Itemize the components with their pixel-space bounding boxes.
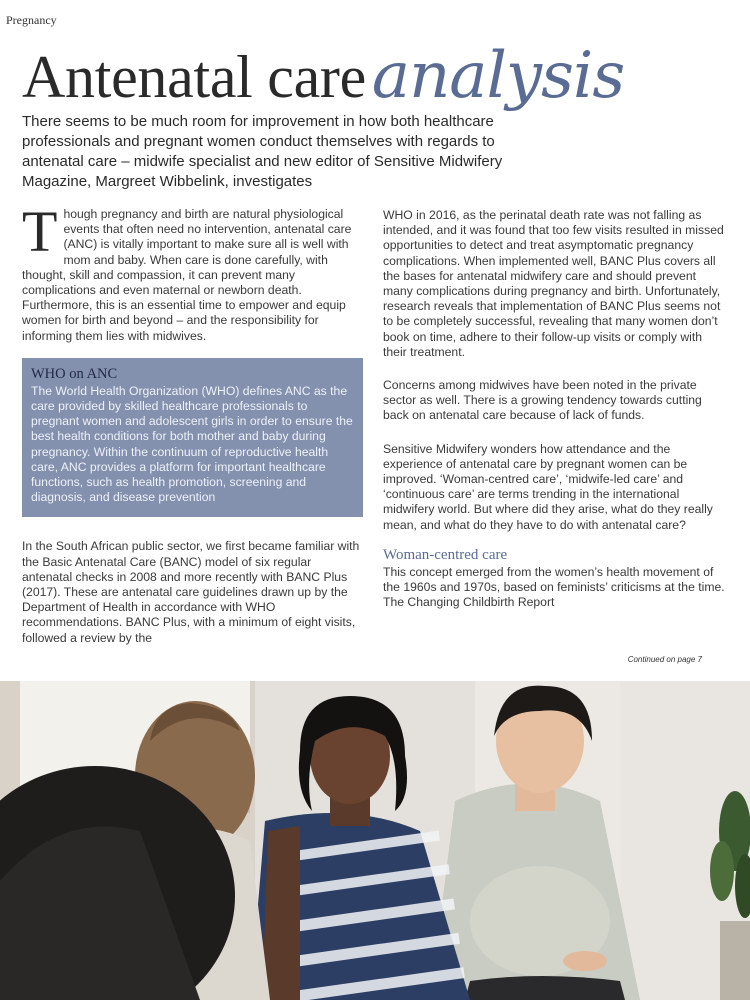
private-sector-paragraph: Concerns among midwives have been noted in the private sector as well. There is a growing tendency towards cutting back on antenatal care because of lack of funds.	[383, 378, 702, 423]
banc-paragraph: In the South African public sector, we first became familiar with the Basic Antenatal Care (BANC) model of six regular antenatal checks in 2008 and more recently with BANC Plus (2017). These are antenatal care guidelines drawn up by the Department of Health in accordance with WHO recommendations. BANC Plus, with a minimum of eight visits, followed a review by the	[22, 539, 360, 645]
banc-plus-paragraph: WHO in 2016, as the perinatal death rate was not falling as intended, and it was found that too few visits resulted in missed opportunities to detect and treat asymptomatic pregnancy complications. When implemented well, BANC Plus covers all the bases for antenatal midwifery care and should prevent many complications during pregnancy and birth. Unfortunately, research reveals that implementation of BANC Plus seems not to be completely successful, revealing that many women don’t book on time, adhere to their follow-up visits or comply with their treatment.	[383, 208, 724, 359]
intro-text: hough pregnancy and birth are natural physiological events that often need no intervention, antenatal care (ANC) is vitally important to make sure all is well with mom and baby. When care is done carefully, with thought, skill and compassion, it can prevent many complications and even maternal or newborn death. Furthermore, this is an essential time to empower and equip women for birth and beyond – and the responsibility for informing them lies with midwives.	[22, 207, 352, 343]
right-column	[383, 208, 725, 610]
section-label: Pregnancy	[6, 13, 57, 27]
drop-cap: T	[22, 199, 58, 264]
who-box-title: WHO on ANC	[31, 365, 118, 382]
woman-centred-paragraph: This concept emerged from the women’s health movement of the 1960s and 1970s, based on feminists’ criticisms at the time. The Changing Childbirth Report	[383, 564, 725, 610]
photo-illustration	[0, 681, 750, 1000]
woman-centred-question-paragraph: Sensitive Midwifery wonders how attendance and the experience of antenatal care by pregnant women can be improved. ‘Woman-centred care’, ‘midwife-led care’ and ‘continuous care’ are terms trending in the international midwifery world. But where did they arise, what do they really mean, and what do they have to do with antenatal care?	[383, 441, 713, 532]
headline	[22, 38, 624, 115]
left-column	[22, 199, 362, 646]
subhead-woman-centred-care: Woman-centred care	[383, 546, 508, 563]
standfirst: There seems to be much room for improvement in how both healthcare professionals and pregnant women conduct themselves with regards to antenatal care – midwife specialist and new editor of Sensitive Midwifery Magazine, Margreet Wibbelink, investigates	[22, 113, 503, 190]
headline-main: Antenatal care	[22, 44, 366, 110]
headline-script: analysis	[371, 39, 625, 113]
intro-paragraph	[22, 199, 362, 344]
who-on-anc-box	[22, 358, 363, 518]
group-photo	[0, 681, 750, 1000]
who-box-text: The World Health Organization (WHO) defines ANC as the care provided by skilled healthcare professionals to pregnant women and adolescent girls in order to ensure the best health conditions for both mother and baby during pregnancy. Within the continuum of reproductive health care, ANC provides a platform for important healthcare functions, such as health promotion, screening and diagnosis, and disease prevention	[31, 383, 353, 505]
continued-note: Continued on page 7	[627, 655, 702, 664]
